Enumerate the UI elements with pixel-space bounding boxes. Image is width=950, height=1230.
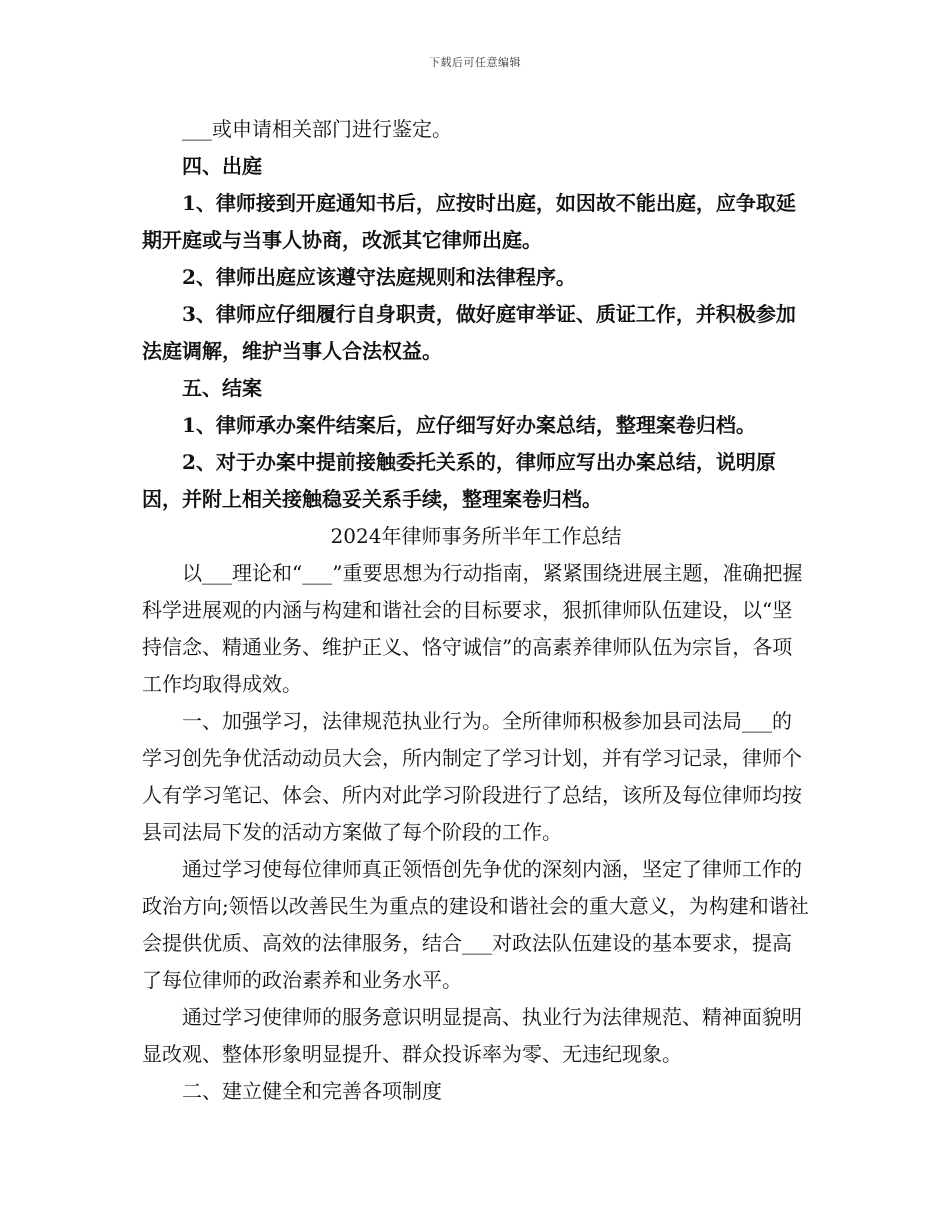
paragraph-court-2: 2、律师出庭应该遵守法庭规则和法律程序。 <box>182 265 576 289</box>
section-heading-closing: 五、结案 <box>182 376 262 400</box>
paragraph-court-1: 1、律师接到开庭通知书后，应按时出庭，如因故不能出庭，应争取延期开庭或与当事人协商，改派其它律师出庭。 <box>142 191 796 252</box>
paragraph-closing-2: 2、对于办案中提前接触委托关系的，律师应写出办案总结，说明原因，并附上相关接触稳妥关系手续，整理案卷归档。 <box>142 450 776 511</box>
paragraph-closing-1: 1、律师承办案件结案后，应仔细写好办案总结，整理案卷归档。 <box>182 413 756 437</box>
paragraph-court-3: 3、律师应仔细履行自身职责，做好庭审举证、质证工作，并积极参加法庭调解，维护当事人合法权益。 <box>142 302 796 363</box>
section-heading-systems: 二、建立健全和完善各项制度 <box>182 1079 442 1103</box>
document-title: 2024年律师事务所半年工作总结 <box>330 524 622 548</box>
section-heading-court: 四、出庭 <box>182 154 262 178</box>
paragraph-study: 一、加强学习，法律规范执业行为。全所律师积极参加县司法局___的学习创先争优活动动员大会，所内制定了学习计划，并有学习记录，律师个人有学习笔记、体会、所内对此学习阶段进行了总结，该所及每位律师均按县司法局下发的活动方案做了每个阶段的工作。 <box>142 709 802 844</box>
paragraph-intro: 以___理论和“___”重要思想为行动指南，紧紧围绕进展主题，准确把握科学进展观的内涵与构建和谐社会的目标要求，狠抓律师队伍建设，以“坚持信念、精通业务、维护正义、恪守诚信”的高素养律师队伍为宗旨，各项工作均取得成效。 <box>142 561 803 696</box>
document-body <box>142 111 810 1110</box>
paragraph-appraisal: ___或申请相关部门进行鉴定。 <box>182 117 452 141</box>
page-header: 下载后可任意编辑 <box>429 56 521 69</box>
paragraph-service: 通过学习使律师的服务意识明显提高、执业行为法律规范、精神面貌明显改观、整体形象明显提升、群众投诉率为零、无违纪现象。 <box>142 1005 802 1066</box>
paragraph-study-effect: 通过学习使每位律师真正领悟创先争优的深刻内涵，坚定了律师工作的政治方向;领悟以改善民生为重点的建设和谐社会的重大意义，为构建和谐社会提供优质、高效的法律服务，结合___对政法队伍建设的基本要求，提高了每位律师的政治素养和业务水平。 <box>142 857 809 992</box>
